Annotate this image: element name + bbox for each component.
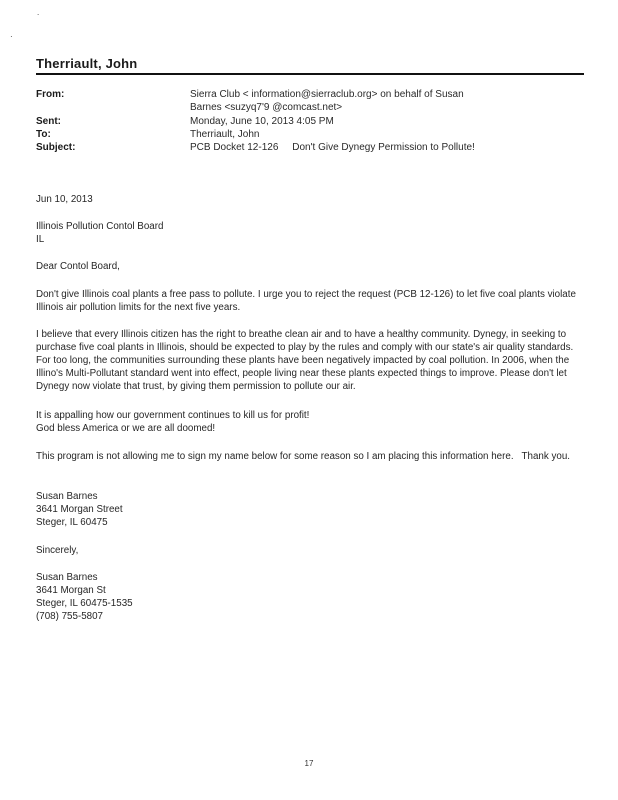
letter-date: Jun 10, 2013	[36, 194, 93, 205]
mailbox-owner-name: Therriault, John	[36, 56, 138, 71]
recipient-line-2: IL	[36, 234, 45, 245]
signature-city: Steger, IL 60475-1535	[36, 598, 133, 609]
paragraph-3: This program is not allowing me to sign my name below for some reason so I am placing this information here. Thank you.	[36, 451, 570, 462]
exclaim-line-1: It is appalling how our government continues to kill us for profit!	[36, 410, 310, 421]
page-number: 17	[304, 759, 314, 768]
address-street: 3641 Morgan Street	[36, 504, 123, 515]
signature-name: Susan Barnes	[36, 572, 98, 583]
paragraph-1: Don't give Illinois coal plants a free pass to pollute. I urge you to reject the request (PCB 12-126) to let five coal plants violate Illinois air pollution limits for the next five years.	[36, 289, 576, 313]
address-city: Steger, IL 60475	[36, 517, 108, 528]
to-label: To:	[36, 129, 51, 140]
scan-speck: ·	[10, 32, 13, 41]
to-value: Therriault, John	[190, 129, 260, 140]
recipient-line-1: Illinois Pollution Contol Board	[36, 221, 164, 232]
from-label: From:	[36, 89, 65, 100]
paragraph-2: I believe that every Illinois citizen has the right to breathe clean air and to have a healthy community. Dynegy, in seeking to purchase five coal plants in Illinois, should be expected to play by the rules and comply with our state's air quality standards. For too long, the communities surrounding these plants have been negatively impacted by coal pollution. In 2006, when the Illino's Multi-Pollutant standard went into effect, people living near these plants expected things to improve. Please don't let Dynegy now violate that trust, by giving them permission to pollute our air.	[36, 329, 574, 392]
scan-speck: .	[37, 8, 40, 17]
closing: Sincerely,	[36, 545, 79, 556]
signature-street: 3641 Morgan St	[36, 585, 106, 596]
from-value: Sierra Club < information@sierraclub.org> on behalf of Susan Barnes <suzyq7'9 @comcast.net>	[190, 89, 464, 113]
address-name: Susan Barnes	[36, 491, 98, 502]
header-divider	[36, 73, 584, 75]
salutation: Dear Contol Board,	[36, 261, 120, 272]
sent-label: Sent:	[36, 116, 61, 127]
sent-value: Monday, June 10, 2013 4:05 PM	[190, 116, 334, 127]
signature-phone: (708) 755-5807	[36, 611, 103, 622]
exclaim-line-2: God bless America or we are all doomed!	[36, 423, 216, 434]
subject-value: PCB Docket 12-126 Don't Give Dynegy Permission to Pollute!	[190, 142, 475, 153]
subject-label: Subject:	[36, 142, 76, 153]
